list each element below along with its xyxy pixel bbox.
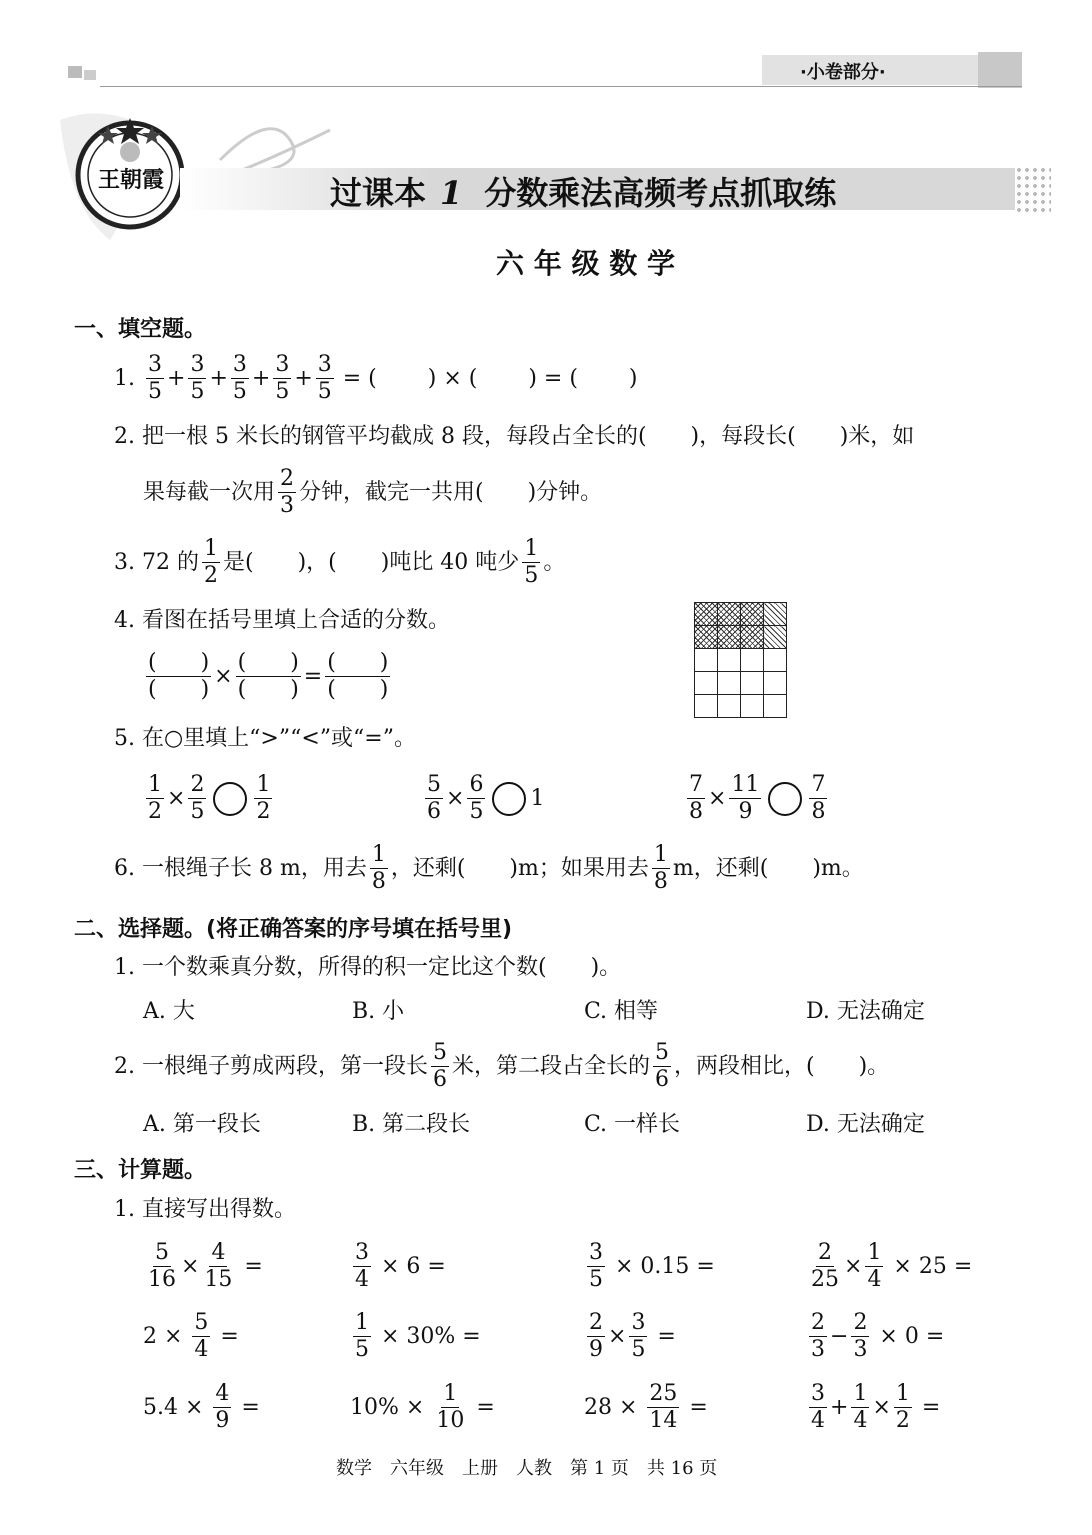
q1-2-line2: 果每截一次用 $\frac{2}{3}$ 分钟，截完一共用( )分钟。 [143, 466, 603, 518]
corner-squares [68, 66, 82, 78]
calc-12: $\frac{3}{4}$ + $\frac{1}{4}$ × $\frac{1}{2}$ = [811, 1381, 941, 1433]
q1-1: 1. $\frac{3}{5}$ + $\frac{3}{5}$ + $\frac{3}{5}$ + $\frac{3}{5}$ + $\frac{3}{5}$ = ( ) × ( ) = ( ) [114, 352, 638, 404]
q2-1-option-d: D. 无法确定 [806, 999, 925, 1024]
brand-logo-text: 王朝霞 [98, 167, 165, 193]
q1-3: 3. 72 的 $\frac{1}{2}$ 是( )，( )吨比 40 吨少 $\frac{1}{5}$ 。 [114, 536, 566, 588]
q1-5-a: $\frac{1}{2}$ × $\frac{2}{5}$ $\frac{1}{2}$ [148, 772, 271, 824]
fraction-grid-figure [694, 602, 787, 718]
compare-circle[interactable] [492, 782, 526, 816]
grade-subject: 六 年 级 数 学 [496, 247, 675, 280]
section-3-heading: 三、计算题。 [74, 1158, 207, 1183]
q1-4: 4. 看图在括号里填上合适的分数。 [114, 608, 450, 633]
calc-11: 28 × $\frac{25}{14}$ = [584, 1381, 708, 1433]
section-2-heading: 二、选择题。(将正确答案的序号填在括号里) [74, 917, 513, 942]
q2-2-option-b: B. 第二段长 [352, 1112, 471, 1137]
calc-3: $\frac{3}{5}$ × 0.15 = [589, 1240, 715, 1292]
q1-5-c: $\frac{7}{8}$ × $\frac{11}{9}$ $\frac{7}{8}$ [689, 772, 826, 824]
header-tag-block [978, 52, 1022, 88]
page-footer: 数学 六年级 上册 人教 第 1 页 共 16 页 [336, 1458, 718, 1479]
q1-6: 6. 一根绳子长 8 m，用去 $\frac{1}{8}$ ，还剩( )m；如果用去 $\frac{1}{8}$ m，还剩( )m。 [114, 842, 864, 894]
q2-2-option-c: C. 一样长 [584, 1112, 681, 1137]
calc-1: $\frac{5}{16}$ × $\frac{4}{15}$ = [148, 1240, 263, 1292]
q2-2: 2. 一根绳子剪成两段，第一段长 $\frac{5}{6}$ 米，第二段占全长的 $\frac{5}{6}$ ，两段相比，( )。 [114, 1040, 890, 1092]
q2-2-option-d: D. 无法确定 [806, 1112, 925, 1137]
q2-1-option-a: A. 大 [143, 999, 195, 1024]
calc-7: $\frac{2}{9}$ × $\frac{3}{5}$ = [589, 1310, 676, 1362]
q1-4-blanks: $\frac{( )}{( )}$ × $\frac{( )}{( )}$ = $\frac{( )}{( )}$ [148, 650, 389, 702]
q1-5: 5. 在○里填上“>”“<”或“=”。 [114, 726, 416, 751]
q3-1: 1. 直接写出得数。 [114, 1197, 296, 1222]
compare-circle[interactable] [768, 782, 802, 816]
header-tag: ·小卷部分· [800, 62, 886, 83]
header-line [100, 86, 1022, 87]
calc-5: 2 × $\frac{5}{4}$ = [143, 1310, 239, 1362]
calc-4: $\frac{2}{25}$ × $\frac{1}{4}$ × 25 = [811, 1240, 973, 1292]
title-dots [1015, 166, 1051, 212]
calc-10: 10% × $\frac{1}{10}$ = [350, 1381, 495, 1433]
section-1-heading: 一、填空题。 [74, 317, 207, 342]
q2-1: 1. 一个数乘真分数，所得的积一定比这个数( )。 [114, 955, 622, 980]
page-title: 过课本 1 分数乘法高频考点抓取练 [330, 174, 837, 212]
q1-2-line1: 2. 把一根 5 米长的钢管平均截成 8 段，每段占全长的( )，每段长( )米，如 [114, 424, 915, 449]
calc-2: $\frac{3}{4}$ × 6 = [355, 1240, 446, 1292]
q2-1-option-c: C. 相等 [584, 999, 659, 1024]
q2-1-option-b: B. 小 [352, 999, 405, 1024]
q2-2-option-a: A. 第一段长 [143, 1112, 261, 1137]
compare-circle[interactable] [213, 782, 247, 816]
calc-6: $\frac{1}{5}$ × 30% = [355, 1310, 481, 1362]
calc-9: 5.4 × $\frac{4}{9}$ = [143, 1381, 260, 1433]
q1-5-b: $\frac{5}{6}$ × $\frac{6}{5}$ 1 [427, 772, 545, 824]
calc-8: $\frac{2}{3}$ − $\frac{2}{3}$ × 0 = [811, 1310, 945, 1362]
